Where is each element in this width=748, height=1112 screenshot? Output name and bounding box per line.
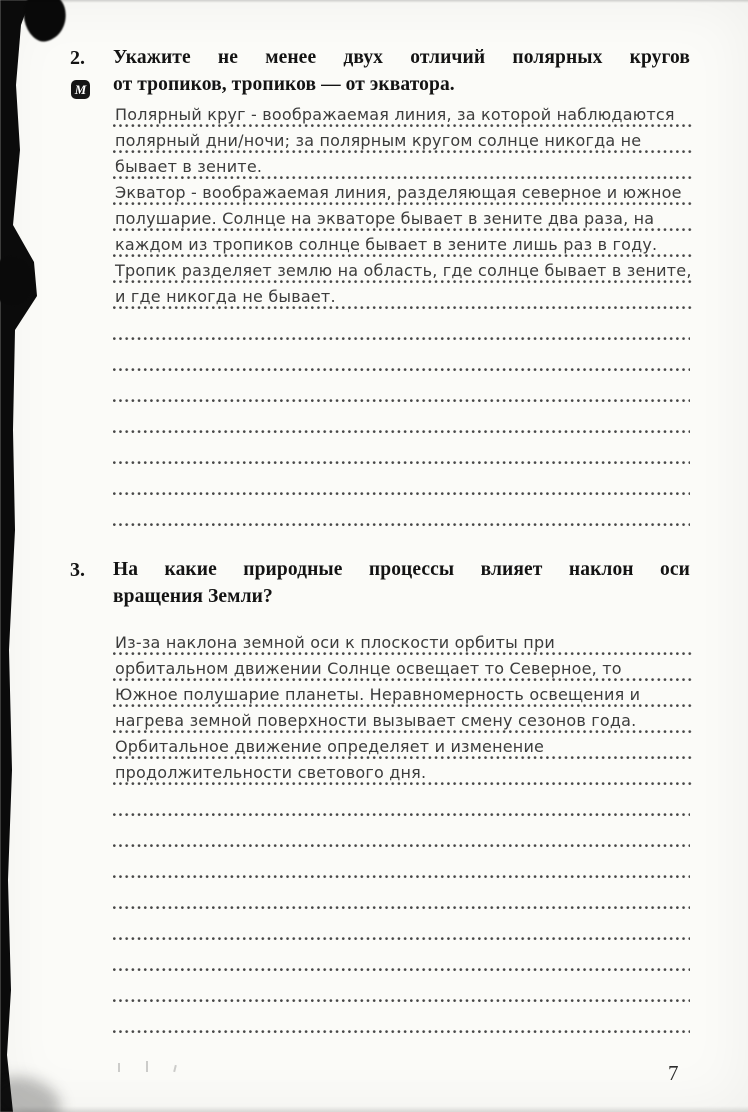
question-title-line: Укажите не менее двух отличий полярных кругов bbox=[113, 47, 690, 68]
answer-blank-line bbox=[113, 372, 690, 403]
answer-blank-line bbox=[113, 341, 690, 372]
answer-blank-line bbox=[113, 972, 690, 1003]
page-number: 7 bbox=[668, 1061, 679, 1085]
answer-blank-line bbox=[113, 434, 690, 465]
answer-line: орбитальном движении Солнце освещает то Северное, то bbox=[113, 656, 692, 682]
question-title bbox=[113, 44, 690, 98]
answer-area bbox=[113, 102, 690, 527]
question-title-line: вращения Земли? bbox=[113, 586, 273, 607]
answer-line: полушарие. Солнце на экваторе бывает в зените два раза, на bbox=[113, 206, 692, 232]
answer-line: Орбитальное движение определяет и изменение bbox=[113, 734, 692, 760]
question-number: 3. bbox=[70, 559, 85, 581]
answer-blank-line bbox=[113, 403, 690, 434]
answer-line: нагрева земной поверхности вызывает смену сезонов года. bbox=[113, 708, 692, 734]
answer-blank-line bbox=[113, 910, 690, 941]
answer-blank-line bbox=[113, 310, 690, 341]
answer-blank-line bbox=[113, 786, 690, 817]
pencil-smudge bbox=[118, 1058, 228, 1072]
scan-bottom-shadow bbox=[0, 1106, 748, 1112]
answer-blank-line bbox=[113, 496, 690, 527]
method-badge-icon: М bbox=[71, 80, 90, 99]
answer-blank-line bbox=[113, 465, 690, 496]
question-title bbox=[113, 556, 690, 610]
answer-line: Из-за наклона земной оси к плоскости орбиты при bbox=[113, 630, 692, 656]
question-title-line: от тропиков, тропиков — от экватора. bbox=[113, 74, 455, 95]
answer-line: Южное полушарие планеты. Неравномерность освещения и bbox=[113, 682, 692, 708]
answer-line: продолжительности светового дня. bbox=[113, 760, 692, 786]
answer-area bbox=[113, 630, 690, 1034]
answer-line: бывает в зените. bbox=[113, 154, 692, 180]
scan-top-shadow bbox=[0, 0, 748, 3]
answer-line: Полярный круг - воображаемая линия, за которой наблюдаются bbox=[113, 102, 692, 128]
scan-edge-artifact bbox=[0, 0, 44, 1112]
answer-blank-line bbox=[113, 941, 690, 972]
answer-line: полярный дни/ночи; за полярным кругом солнце никогда не bbox=[113, 128, 692, 154]
answer-line: Тропик разделяет землю на область, где солнце бывает в зените, bbox=[113, 258, 692, 284]
answer-line: и где никогда не бывает. bbox=[113, 284, 692, 310]
answer-line: каждом из тропиков солнце бывает в зените лишь раз в году. bbox=[113, 232, 692, 258]
scan-corner-artifact bbox=[19, 0, 70, 45]
answer-blank-line bbox=[113, 1003, 690, 1034]
answer-blank-line bbox=[113, 817, 690, 848]
question-title-line: На какие природные процессы влияет наклон оси bbox=[113, 559, 690, 580]
question-number: 2. bbox=[70, 47, 85, 69]
answer-blank-line bbox=[113, 848, 690, 879]
answer-blank-line bbox=[113, 879, 690, 910]
answer-line: Экватор - воображаемая линия, разделяющая северное и южное bbox=[113, 180, 692, 206]
